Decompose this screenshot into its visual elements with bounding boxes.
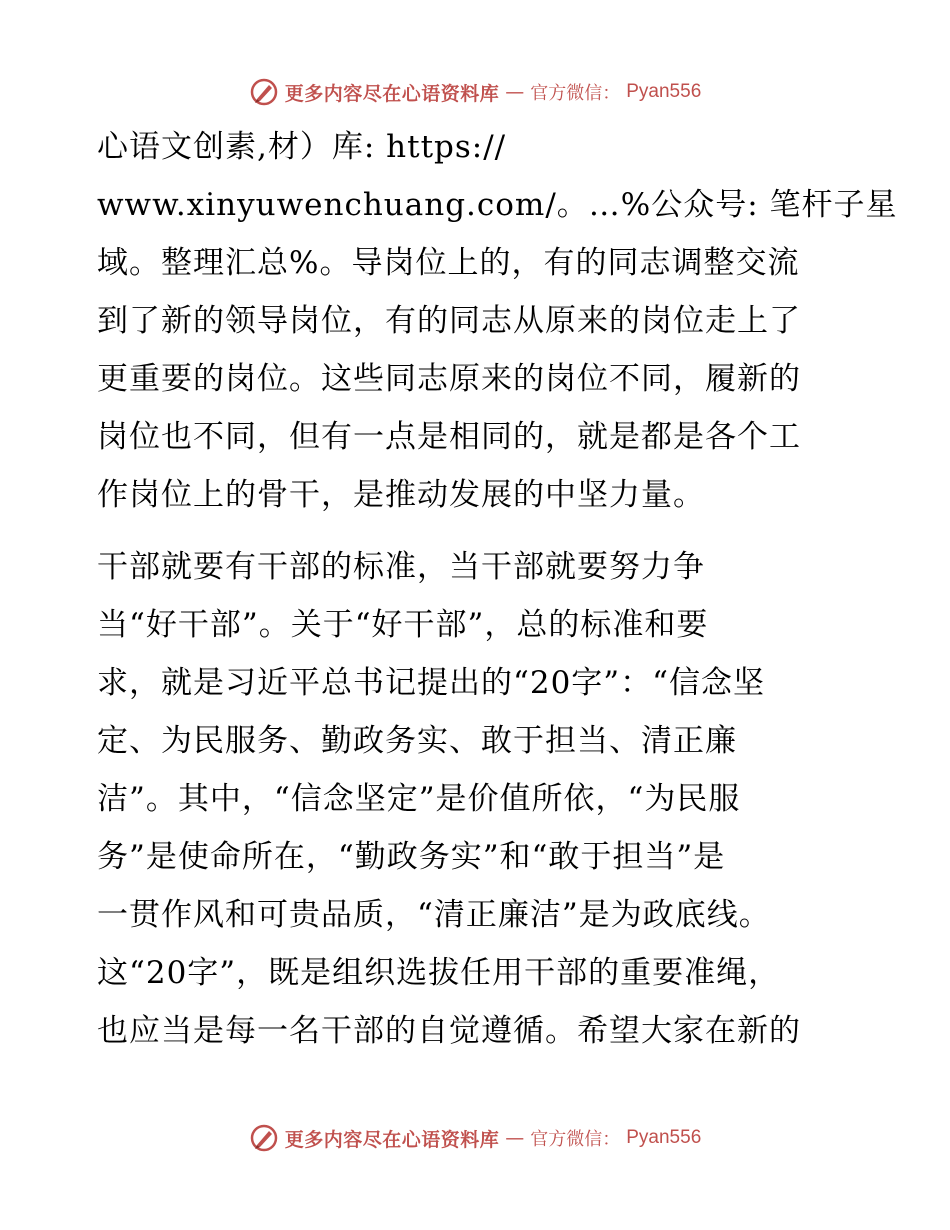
- text-line: 更重要的岗位。这些同志原来的岗位不同，履新的: [97, 361, 801, 397]
- paragraph-1: [97, 118, 898, 524]
- banner-wechat-id: Pyan556: [626, 1127, 702, 1148]
- text-line: 作岗位上的骨干，是推动发展的中坚力量。: [97, 477, 705, 513]
- text-line: 也应当是每一名干部的自觉遵循。希望大家在新的: [97, 1013, 801, 1049]
- text-line: 务”是使命所在，“勤政务实”和“敢于担当”是: [97, 839, 726, 875]
- text-line: 定、为民服务、勤政务实、敢于担当、清正廉: [97, 723, 737, 759]
- banner-wechat-id: Pyan556: [626, 81, 702, 102]
- document-body: [97, 118, 898, 1060]
- text-line: 到了新的领导岗位，有的同志从原来的岗位走上了: [97, 303, 801, 339]
- pen-logo-icon: [249, 77, 279, 107]
- header-watermark-banner: [0, 72, 950, 112]
- text-line: 洁”。其中，“信念坚定”是价值所依，“为民服: [97, 781, 741, 817]
- banner-text: 更多内容尽在心语资料库: [284, 82, 500, 105]
- banner-dash: —: [505, 1127, 525, 1149]
- text-line: 一贯作风和可贵品质，“清正廉洁”是为政底线。: [97, 897, 771, 933]
- text-line: 心语文创素,材）库: https://: [97, 129, 507, 165]
- text-line: 这“20字”，既是组织选拔任用干部的重要准绳，: [97, 955, 781, 991]
- pen-logo-icon: [249, 1123, 279, 1153]
- text-line: 求，就是习近平总书记提出的“20字”：“信念坚: [97, 665, 765, 701]
- text-line: 当“好干部”。关于“好干部”，总的标准和要: [97, 607, 709, 643]
- text-line: 岗位也不同，但有一点是相同的，就是都是各个工: [97, 419, 801, 455]
- text-line: 域。整理汇总%。导岗位上的，有的同志调整交流: [97, 245, 800, 281]
- banner-dash: —: [505, 81, 525, 103]
- text-line: 干部就要有干部的标准，当干部就要努力争: [97, 549, 705, 585]
- text-line: www.xinyuwenchuang.com/。…%公众号: 笔杆子星: [97, 187, 898, 223]
- banner-official-label: 官方微信：: [530, 83, 621, 104]
- banner-official-label: 官方微信：: [530, 1129, 621, 1150]
- banner-text: 更多内容尽在心语资料库: [284, 1128, 500, 1151]
- paragraph-2: [97, 538, 867, 1060]
- footer-watermark-banner: [0, 1118, 950, 1158]
